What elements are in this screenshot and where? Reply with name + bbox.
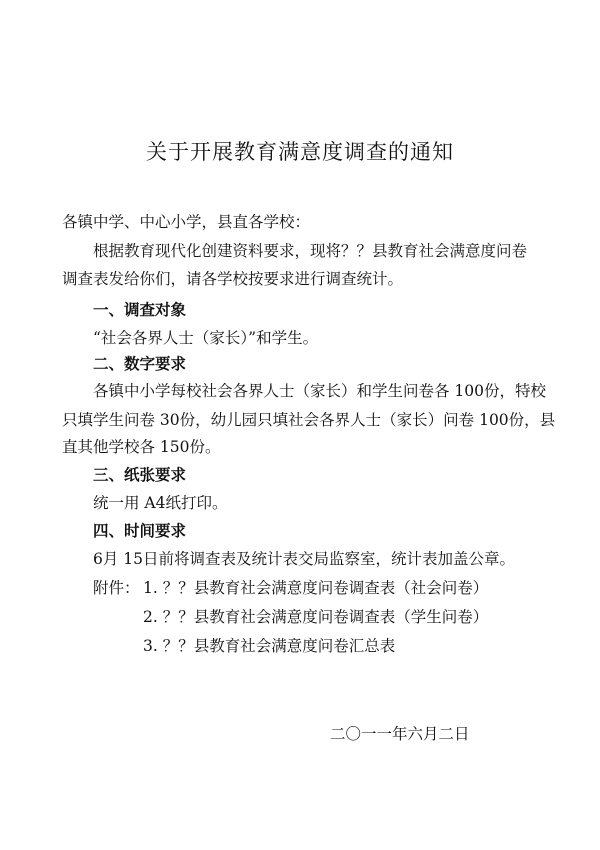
- intro-line-1: 根据教育现代化创建资料要求，现将？？县教育社会满意度问卷: [93, 242, 528, 260]
- section-quantity-line-1: 各镇中小学每校社会各界人士（家长）和学生问卷各 100份，特校: [93, 382, 547, 400]
- document-title: 关于开展教育满意度调查的通知: [146, 140, 454, 164]
- section-time-text: 6月 15日前将调查表及统计表交局监察室，统计表加盖公章。: [93, 550, 516, 568]
- section-heading-quantity: 二、数字要求: [93, 355, 187, 373]
- document-date: 二〇一一年六月二日: [330, 725, 470, 743]
- section-heading-time: 四、时间要求: [93, 522, 187, 540]
- section-heading-paper: 三、纸张要求: [93, 466, 187, 484]
- attachment-item-1: 1. ？？县教育社会满意度问卷调查表（社会问卷）: [143, 579, 489, 597]
- intro-line-2: 调查表发给你们，请各学校按要求进行调查统计。: [62, 270, 404, 288]
- section-subjects-text: “社会各界人士（家长）”和学生。: [93, 329, 319, 347]
- attachment-item-3: 3. ？？县教育社会满意度问卷汇总表: [143, 637, 396, 655]
- section-quantity-line-2: 只填学生问卷 30份，幼儿园只填社会各界人士（家长）问卷 100份，县: [62, 411, 556, 429]
- attachment-item-2: 2. ？？县教育社会满意度问卷调查表（学生问卷）: [143, 608, 489, 626]
- section-heading-subjects: 一、调查对象: [93, 301, 187, 319]
- section-quantity-line-3: 直其他学校各 150份。: [62, 438, 221, 456]
- salutation: 各镇中学、中心小学，县直各学校：: [62, 213, 311, 231]
- attachments-label: 附件：: [93, 579, 140, 597]
- section-paper-text: 统一用 A4纸打印。: [93, 494, 228, 512]
